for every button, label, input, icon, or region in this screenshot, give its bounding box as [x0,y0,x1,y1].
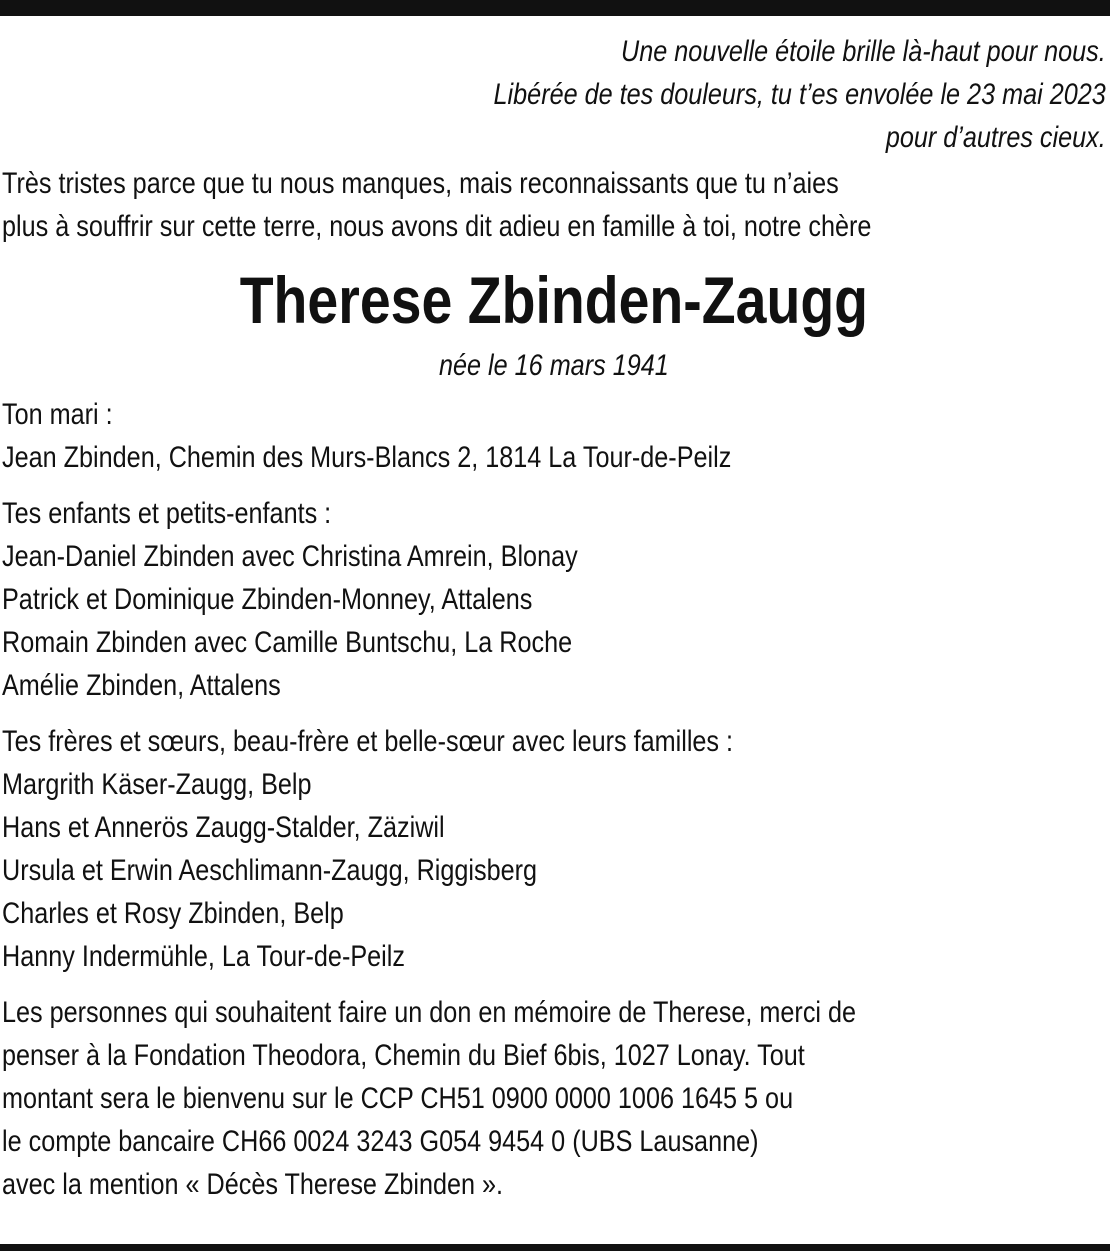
family-member: Romain Zbinden avec Camille Buntschu, La Roche [2,626,573,659]
family-member: Hans et Annerös Zaugg-Stalder, Zäziwil [2,811,445,844]
donation-line: Les personnes qui souhaitent faire un don en mémoire de Therese, merci de [2,996,857,1029]
intro-line: plus à souffrir sur cette terre, nous avons dit adieu en famille à toi, notre chère [2,210,872,243]
top-border-rule [0,0,1110,16]
husband-section [2,393,1106,479]
epitaph-quote [2,30,1106,159]
family-member: Jean-Daniel Zbinden avec Christina Amrein, Blonay [2,540,578,573]
family-member: Charles et Rosy Zbinden, Belp [2,897,344,930]
quote-line: pour d’autres cieux. [885,121,1106,154]
bottom-border-rule [0,1244,1110,1251]
donation-paragraph [2,991,1106,1206]
donation-line: avec la mention « Décès Therese Zbinden ». [2,1168,504,1201]
quote-line: Une nouvelle étoile brille là-haut pour nous. [621,35,1106,68]
quote-line: Libérée de tes douleurs, tu t’es envolée le 23 mai 2023 [493,78,1106,111]
intro-line: Très tristes parce que tu nous manques, mais reconnaissants que tu n’aies [2,167,839,200]
family-member: Patrick et Dominique Zbinden-Monney, Attalens [2,583,533,616]
family-member: Hanny Indermühle, La Tour-de-Peilz [2,940,405,973]
family-member: Jean Zbinden, Chemin des Murs-Blancs 2, 1814 La Tour-de-Peilz [2,441,732,474]
section-heading: Ton mari : [2,398,113,431]
donation-line: le compte bancaire CH66 0024 3243 G054 9454 0 (UBS Lausanne) [2,1125,759,1158]
family-member: Ursula et Erwin Aeschlimann-Zaugg, Riggisberg [2,854,538,887]
section-heading: Tes enfants et petits-enfants : [2,497,332,530]
deceased-name: Therese Zbinden-Zaugg [239,263,869,337]
siblings-section [2,720,1106,978]
obituary-notice [2,30,1106,1206]
section-heading: Tes frères et sœurs, beau-frère et belle-sœur avec leurs familles : [2,725,734,758]
donation-line: penser à la Fondation Theodora, Chemin du Bief 6bis, 1027 Lonay. Tout [2,1039,805,1072]
family-member: Margrith Käser-Zaugg, Belp [2,768,312,801]
family-member: Amélie Zbinden, Attalens [2,669,281,702]
donation-line: montant sera le bienvenu sur le CCP CH51 0900 0000 1006 1645 5 ou [2,1082,794,1115]
children-section [2,492,1106,707]
birth-date: née le 16 mars 1941 [438,349,669,382]
intro-paragraph [2,162,1106,248]
